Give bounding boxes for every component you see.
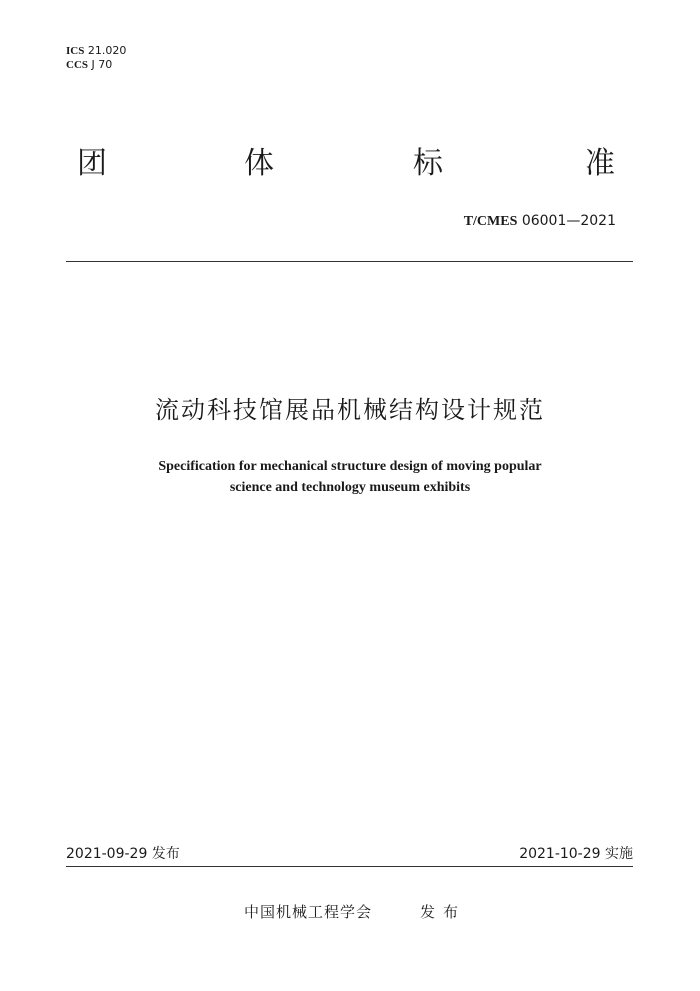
top-divider (66, 261, 633, 262)
issue-date: 2021-09-29 发布 (66, 846, 180, 862)
document-title-chinese: 流动科技馆展品机械结构设计规范 (155, 396, 545, 424)
standard-type-heading (66, 142, 633, 186)
standard-number (464, 212, 616, 231)
publish-label: 发布 (420, 903, 467, 921)
bottom-divider (66, 866, 633, 867)
standard-type-char: 体 (244, 146, 274, 181)
ccs-value: J 70 (91, 58, 113, 71)
standard-type-char: 准 (585, 146, 615, 181)
ics-code (66, 44, 126, 58)
english-title-line: Specification for mechanical structure design of moving popular (158, 459, 542, 474)
classification-codes (66, 44, 126, 72)
standard-number-prefix: T/CMES (463, 214, 518, 229)
document-title-english (0, 456, 700, 498)
ics-label: ICS (66, 45, 85, 57)
ics-value: 21.020 (87, 44, 127, 57)
implementation-date: 2021-10-29 实施 (519, 846, 633, 862)
ccs-label: CCS (66, 59, 89, 71)
english-title-line: science and technology museum exhibits (229, 480, 471, 495)
standard-number-value: 06001—2021 (521, 213, 616, 229)
standard-type-char: 标 (413, 146, 443, 181)
standard-type-char: 团 (77, 146, 107, 181)
publisher-name: 中国机械工程学会 (244, 903, 373, 921)
ccs-code (66, 58, 126, 72)
